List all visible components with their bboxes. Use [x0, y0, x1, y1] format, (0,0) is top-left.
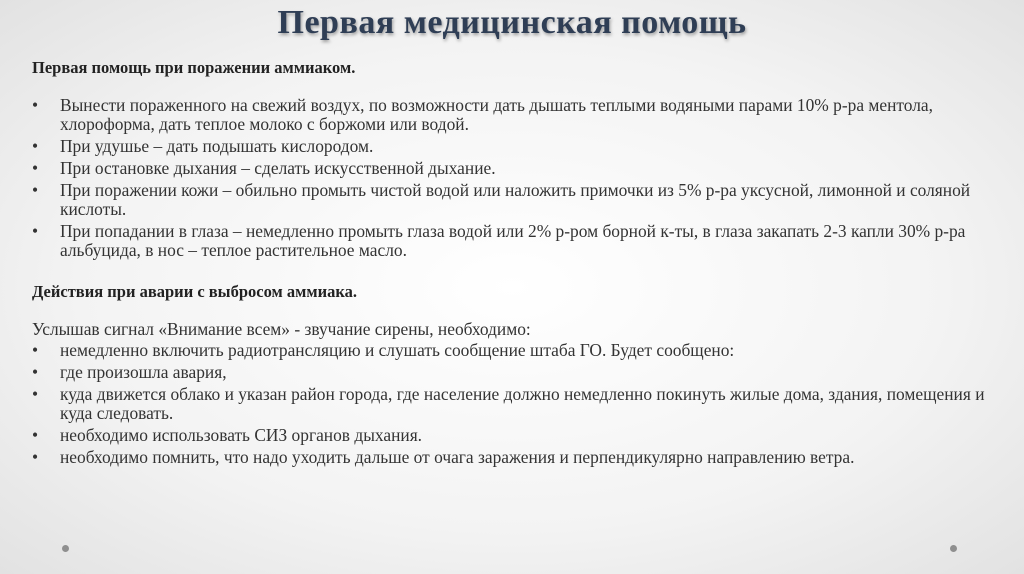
- section1-heading: Первая помощь при поражении аммиаком.: [32, 58, 356, 77]
- list-item: • где произошла авария,: [30, 363, 1005, 382]
- list-item: • При поражении кожи – обильно промыть чистой водой или наложить примочки из 5% р-ра уксусной, лимонной и соляной кислоты.: [30, 181, 1005, 219]
- slide-content: [30, 58, 1005, 470]
- corner-dot-right-decoration: [950, 545, 957, 552]
- spacer: [30, 77, 1005, 96]
- list-item: • Вынести пораженного на свежий воздух, по возможности дать дышать теплыми водяными парами 10% р-ра ментола, хлороформа, дать теплое молоко с боржоми или водой.: [30, 96, 1005, 134]
- list-item: • При попадании в глаза – немедленно промыть глаза водой или 2% р-ром борной к-ты, в глаза закапать 2-3 капли 30% р-ра альбуцида, в нос – теплое растительное масло.: [30, 222, 1005, 260]
- list-item: • необходимо помнить, что надо уходить дальше от очага заражения и перпендикулярно направлению ветра.: [30, 448, 1005, 467]
- list-item: • При удушье – дать подышать кислородом.: [30, 137, 1005, 156]
- list-item: • немедленно включить радиотрансляцию и слушать сообщение штаба ГО. Будет сообщено:: [30, 341, 1005, 360]
- slide-title: Первая медицинская помощь: [277, 4, 747, 41]
- section1-bullet-list: [30, 96, 1005, 260]
- list-item: • При остановке дыхания – сделать искусственной дыхание.: [30, 159, 1005, 178]
- spacer: [30, 301, 1005, 320]
- spacer: [30, 263, 1005, 282]
- corner-dot-left-decoration: [62, 545, 69, 552]
- section2-bullet-list: [30, 341, 1005, 467]
- section2-heading: Действия при аварии с выбросом аммиака.: [32, 282, 357, 301]
- list-item: • необходимо использовать СИЗ органов дыхания.: [30, 426, 1005, 445]
- section2-intro: Услышав сигнал «Внимание всем» - звучание сирены, необходимо:: [32, 319, 531, 339]
- list-item: • куда движется облако и указан район города, где население должно немедленно покинуть жилые дома, здания, помещения и куда следовать.: [30, 385, 1005, 423]
